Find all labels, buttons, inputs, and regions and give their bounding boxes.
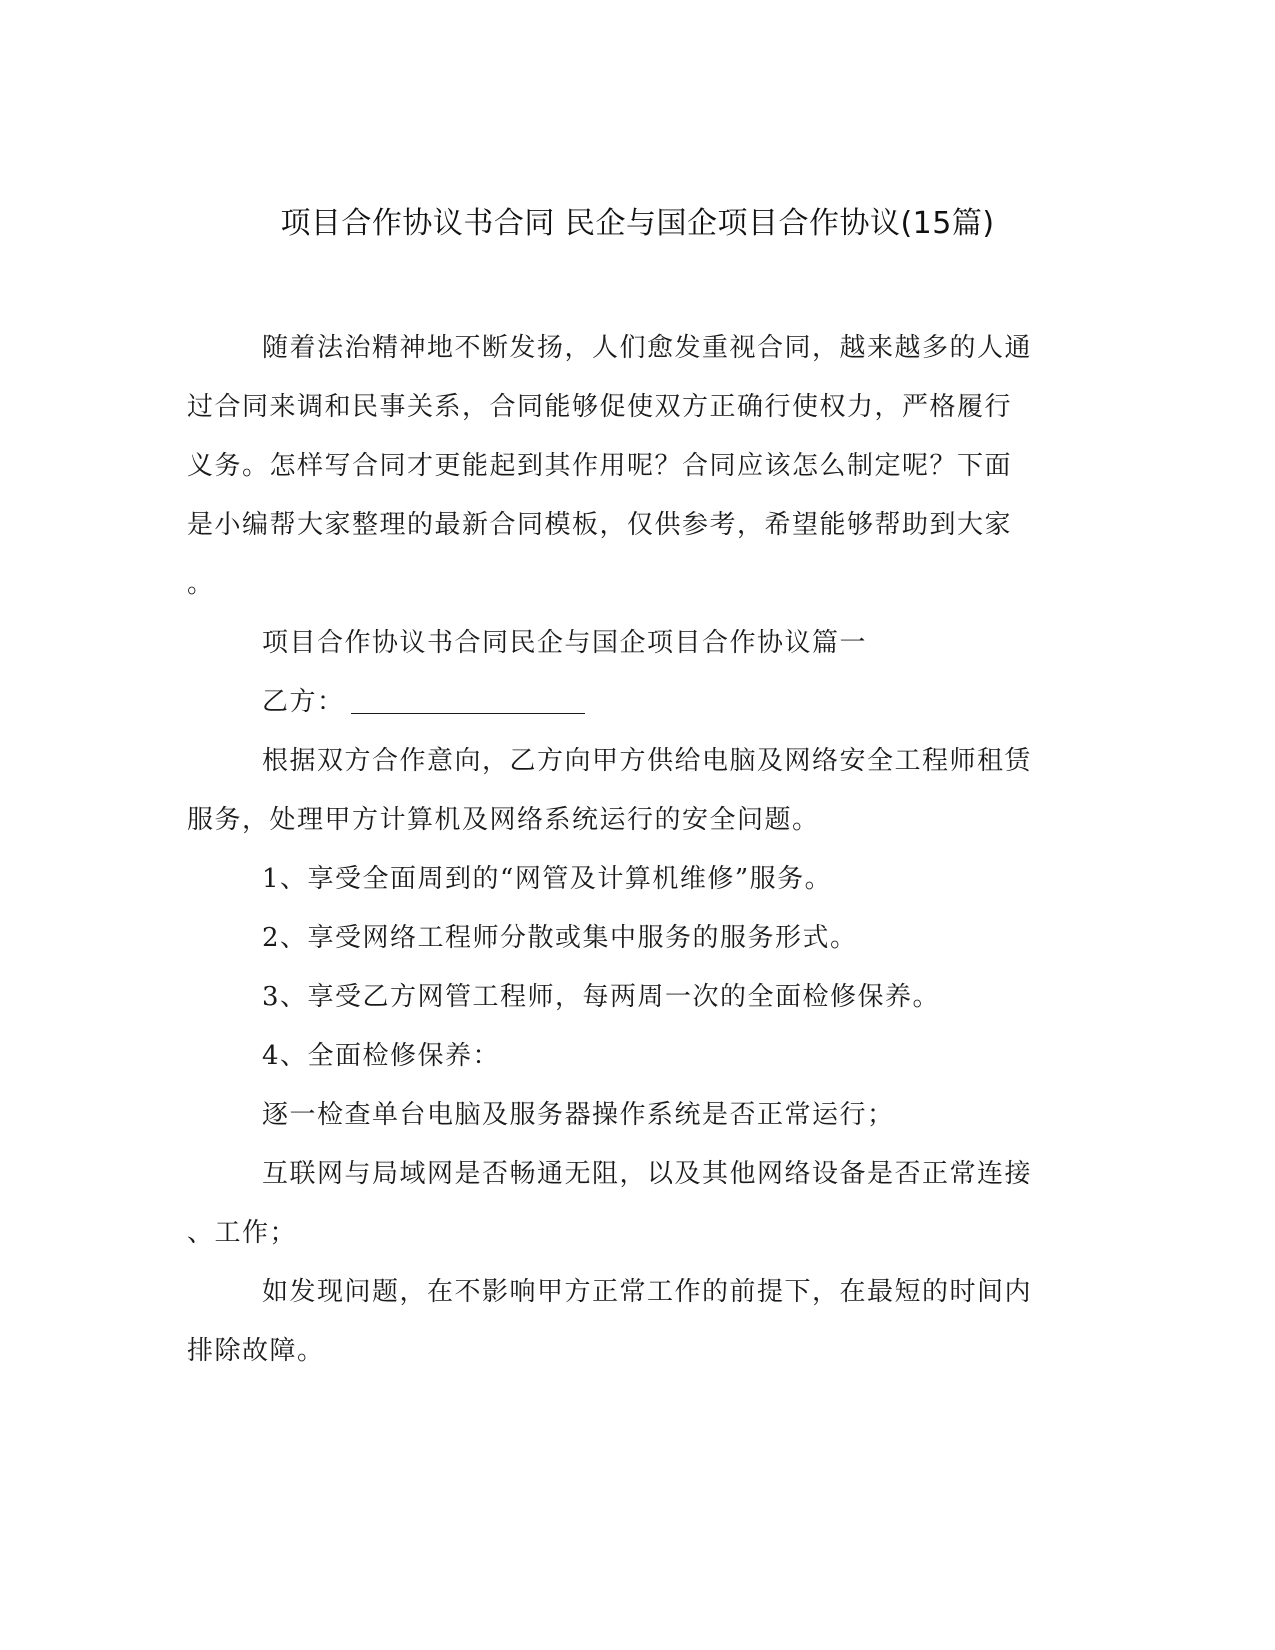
party-b-blank-line bbox=[351, 687, 585, 714]
intro-line-5: 。 bbox=[187, 569, 215, 599]
list-item: 1、享受全面周到的“网管及计算机维修”服务。 bbox=[262, 864, 833, 894]
purpose-line-1: 根据双方合作意向，乙方向甲方供给电脑及网络安全工程师租赁 bbox=[262, 746, 1033, 776]
problem-line-2: 排除故障。 bbox=[187, 1336, 325, 1366]
section-heading: 项目合作协议书合同民企与国企项目合作协议篇一 bbox=[262, 628, 868, 658]
document-title: 项目合作协议书合同 民企与国企项目合作协议(15篇) bbox=[280, 206, 995, 241]
list-item: 3、享受乙方网管工程师，每两周一次的全面检修保养。 bbox=[262, 982, 941, 1012]
intro-line-3: 义务。怎样写合同才更能起到其作用呢？合同应该怎么制定呢？下面 bbox=[187, 451, 1013, 481]
intro-line-4: 是小编帮大家整理的最新合同模板，仅供参考，希望能够帮助到大家 bbox=[187, 510, 1013, 540]
purpose-line-2: 服务，处理甲方计算机及网络系统运行的安全问题。 bbox=[187, 805, 820, 835]
intro-line-1: 随着法治精神地不断发扬，人们愈发重视合同，越来越多的人通 bbox=[262, 333, 1033, 363]
list-item: 2、享受网络工程师分散或集中服务的服务形式。 bbox=[262, 923, 858, 953]
check-line-network-1: 互联网与局域网是否畅通无阻，以及其他网络设备是否正常连接 bbox=[262, 1159, 1033, 1189]
intro-line-2: 过合同来调和民事关系，合同能够促使双方正确行使权力，严格履行 bbox=[187, 392, 1013, 422]
problem-line-1: 如发现问题，在不影响甲方正常工作的前提下，在最短的时间内 bbox=[262, 1277, 1033, 1307]
check-line-os: 逐一检查单台电脑及服务器操作系统是否正常运行； bbox=[262, 1100, 895, 1130]
party-b-label: 乙方： bbox=[262, 687, 345, 717]
check-line-network-2: 、工作； bbox=[187, 1218, 298, 1248]
list-item: 4、全面检修保养： bbox=[262, 1041, 501, 1071]
party-b-row bbox=[262, 684, 585, 720]
